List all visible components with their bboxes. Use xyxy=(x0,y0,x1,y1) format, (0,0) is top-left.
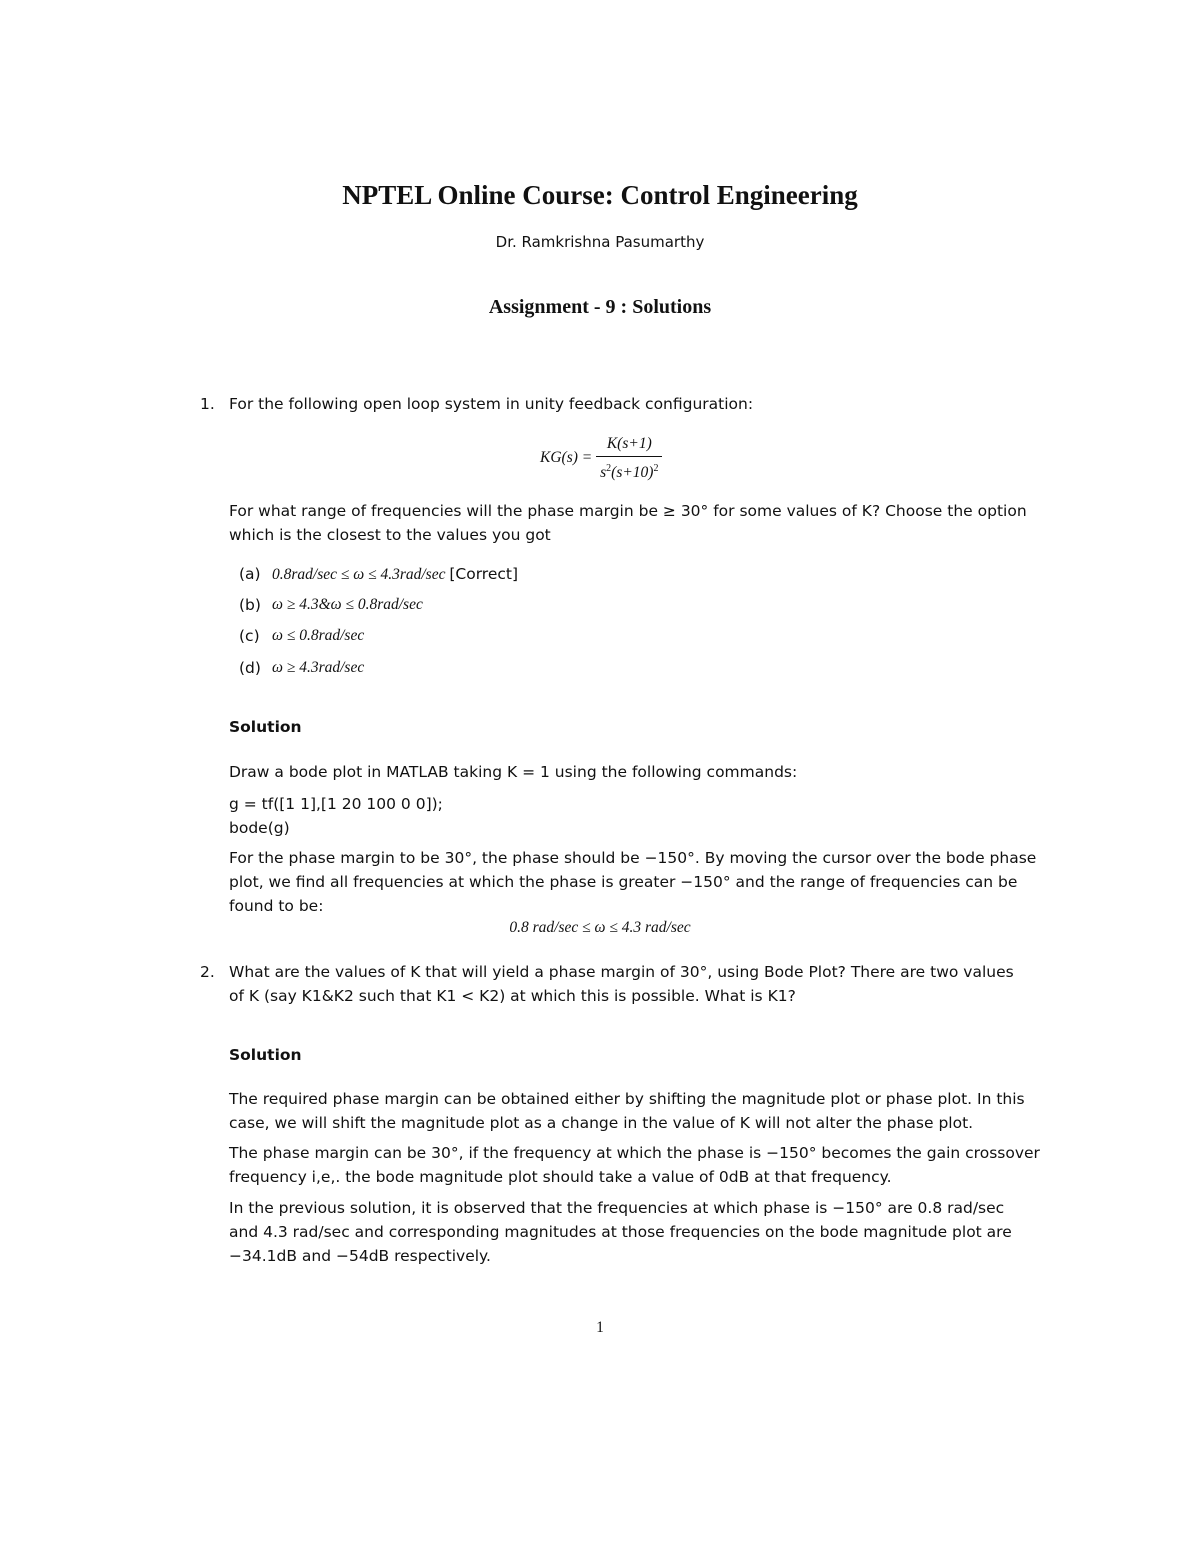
q2-number: 2. xyxy=(200,963,215,981)
equation-fraction xyxy=(596,432,662,485)
option-a-label: (a) xyxy=(239,565,261,583)
q2-p2-line1: The phase margin can be 30°, if the frequency at which the phase is −150° becomes the gain crossover xyxy=(229,1144,1040,1162)
option-b-label: (b) xyxy=(239,596,261,614)
equation-denominator: $s^2(s+10)^2$ xyxy=(600,463,659,482)
q1-question-line2: which is the closest to the values you got xyxy=(229,526,551,544)
q2-p3-line3: −34.1dB and −54dB respectively. xyxy=(229,1247,491,1265)
q1-text: For the following open loop system in unity feedback configuration: xyxy=(229,395,754,413)
q1-question-line1: For what range of frequencies will the phase margin be ≥ 30° for some values of K? Choose the option xyxy=(229,502,1027,520)
q1-equation xyxy=(540,432,662,485)
option-c-label: (c) xyxy=(239,627,260,645)
q1-solution-result: 0.8 rad/sec ≤ ω ≤ 4.3 rad/sec xyxy=(509,919,691,936)
q2-p2-line2: frequency i,e,. the bode magnitude plot should take a value of 0dB at that frequency. xyxy=(229,1168,892,1186)
q1-solution-p1-line1: For the phase margin to be 30°, the phase should be −150°. By moving the cursor over the bode phase xyxy=(229,849,1037,867)
equation-numerator: K(s+1) xyxy=(596,432,662,457)
code-line-2: bode(g) xyxy=(229,819,290,837)
q2-solution-heading: Solution xyxy=(229,1046,302,1064)
q1-solution-heading: Solution xyxy=(229,718,302,736)
option-d: ω ≥ 4.3rad/sec xyxy=(272,659,365,676)
assignment-subtitle: Assignment - 9 : Solutions xyxy=(488,296,712,318)
option-a: 0.8rad/sec ≤ ω ≤ 4.3rad/sec [Correct] xyxy=(272,565,519,583)
equation-lhs: KG(s) = xyxy=(540,449,593,467)
q2-p3-line1: In the previous solution, it is observed that the frequencies at which phase is −150° are 0.8 rad/sec xyxy=(229,1199,1005,1217)
q1-solution-p1-line3: found to be: xyxy=(229,897,324,915)
document-title: NPTEL Online Course: Control Engineering xyxy=(342,180,858,210)
q2-p1-line2: case, we will shift the magnitude plot as a change in the value of K will not alter the phase plot. xyxy=(229,1114,974,1132)
q2-line1: What are the values of K that will yield a phase margin of 30°, using Bode Plot? There are two values xyxy=(229,963,1014,981)
q1-solution-intro: Draw a bode plot in MATLAB taking K = 1 using the following commands: xyxy=(229,763,798,781)
page-number: 1 xyxy=(596,1319,604,1336)
option-d-label: (d) xyxy=(239,659,261,677)
q2-line2: of K (say K1&K2 such that K1 < K2) at which this is possible. What is K1? xyxy=(229,987,796,1005)
q1-solution-p1-line2: plot, we find all frequencies at which the phase is greater −150° and the range of frequencies can be xyxy=(229,873,1018,891)
code-line-1: g = tf([1 1],[1 20 100 0 0]); xyxy=(229,795,443,813)
q2-p1-line1: The required phase margin can be obtained either by shifting the magnitude plot or phase plot. In this xyxy=(229,1090,1025,1108)
q2-p3-line2: and 4.3 rad/sec and corresponding magnitudes at those frequencies on the bode magnitude plot are xyxy=(229,1223,1012,1241)
q1-number: 1. xyxy=(200,395,215,413)
author-name: Dr. Ramkrishna Pasumarthy xyxy=(495,233,705,251)
option-c: ω ≤ 0.8rad/sec xyxy=(272,627,365,644)
option-b: ω ≥ 4.3&ω ≤ 0.8rad/sec xyxy=(272,596,423,613)
